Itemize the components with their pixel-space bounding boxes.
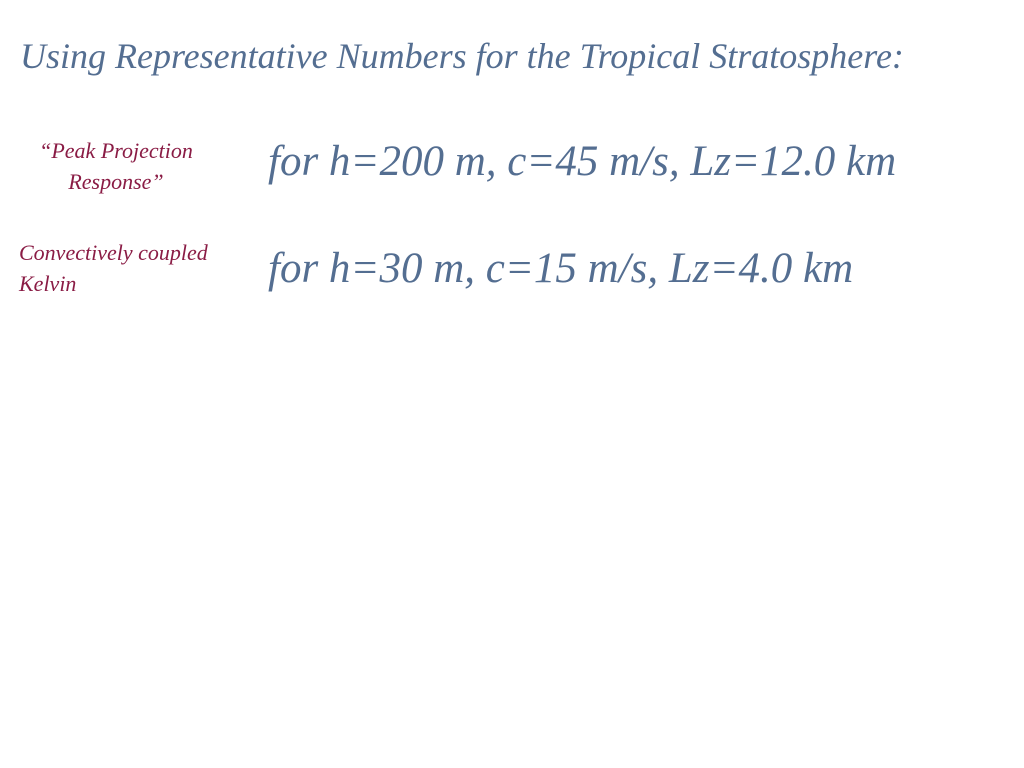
row-label-line: Convectively coupled <box>19 240 208 265</box>
row-params-peak-projection-response: for h=200 m, c=45 m/s, Lz=12.0 km <box>268 138 897 185</box>
row-label-line: Kelvin <box>19 271 77 296</box>
row-label-line: Response” <box>68 169 164 194</box>
row-params-convectively-coupled-kelvin: for h=30 m, c=15 m/s, Lz=4.0 km <box>268 245 854 292</box>
slide-title: Using Representative Numbers for the Tropical Stratosphere: <box>20 36 904 76</box>
row-label-convectively-coupled-kelvin <box>19 237 259 299</box>
row-label-peak-projection-response <box>18 135 214 197</box>
row-label-line: “Peak Projection <box>39 138 193 163</box>
